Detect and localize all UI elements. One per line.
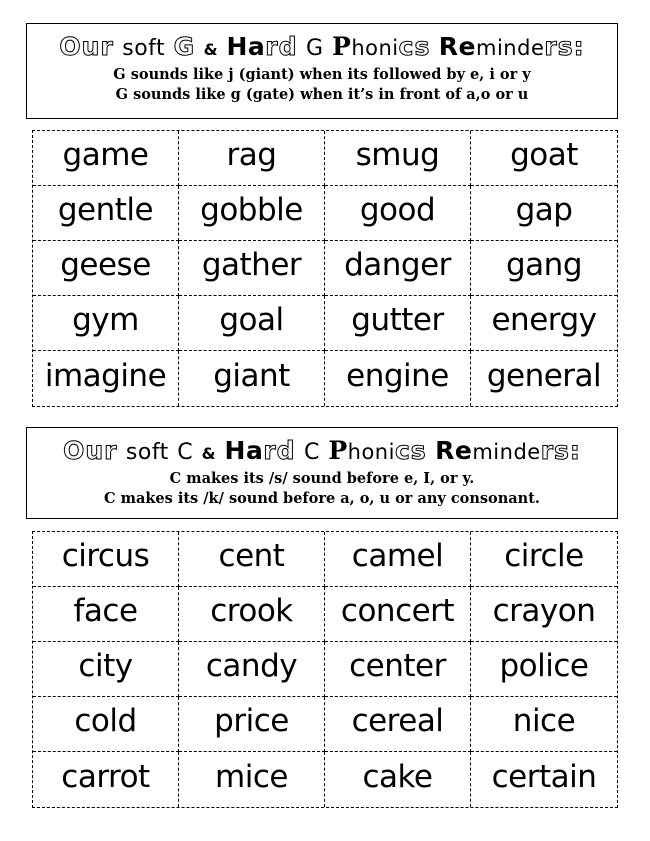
word-card: giant — [179, 351, 325, 406]
word-card: cake — [325, 752, 471, 807]
word-card: concert — [325, 587, 471, 642]
title-word-phonics-end: cs — [394, 436, 427, 465]
title-word-phonics-mid: honi — [351, 36, 399, 60]
title-letter-soft: C — [177, 440, 194, 465]
word-card: cereal — [325, 697, 471, 752]
title-word-phonics-p: P — [332, 32, 352, 61]
word-card: police — [471, 642, 617, 697]
soft-c-rule-2: C makes its /k/ sound before a, o, u or any consonant. — [104, 490, 540, 507]
title-word-phonics-end: cs — [398, 32, 431, 61]
word-card: candy — [179, 642, 325, 697]
soft-g-rule-1: G sounds like j (giant) when its followed by e, i or y — [113, 66, 531, 83]
title-word-hard-h: H — [224, 436, 246, 465]
word-card: gang — [471, 241, 617, 296]
word-card: city — [33, 642, 179, 697]
soft-g-title — [27, 32, 617, 65]
word-card: energy — [471, 296, 617, 351]
title-word-our: Our — [59, 32, 114, 61]
title-word-reminders-end: rs: — [544, 32, 585, 61]
title-word-reminders-r: R — [438, 32, 459, 61]
word-card: nice — [471, 697, 617, 752]
word-card: good — [325, 186, 471, 241]
g-word-grid — [32, 130, 618, 407]
title-word-hard-rd: rd — [265, 32, 298, 61]
word-card: circle — [471, 532, 617, 587]
word-card: price — [179, 697, 325, 752]
title-ampersand: & — [201, 444, 217, 463]
word-card: gutter — [325, 296, 471, 351]
word-card: cent — [179, 532, 325, 587]
title-word-reminders-mid: minde — [476, 36, 545, 60]
word-card: center — [325, 642, 471, 697]
soft-c-reminder-box — [26, 427, 618, 519]
word-card: carrot — [33, 752, 179, 807]
word-card: crayon — [471, 587, 617, 642]
title-word-phonics-mid: honi — [347, 440, 395, 464]
soft-c-title — [27, 436, 617, 469]
title-word-reminders-mid: minde — [472, 440, 541, 464]
word-card: face — [33, 587, 179, 642]
title-letter-hard: G — [305, 36, 324, 61]
word-card: gym — [33, 296, 179, 351]
title-word-hard-a: a — [245, 436, 264, 465]
word-card: game — [33, 131, 179, 186]
word-card: mice — [179, 752, 325, 807]
word-card: general — [486, 357, 602, 394]
word-card: circus — [33, 532, 179, 587]
soft-g-rule-2: G sounds like g (gate) when it’s in front of a,o or u — [115, 86, 529, 103]
title-word-hard-rd: rd — [263, 436, 296, 465]
title-word-our: Our — [63, 436, 118, 465]
word-card: danger — [325, 241, 471, 296]
word-card: crook — [179, 587, 325, 642]
title-word-soft: soft — [125, 440, 169, 465]
title-letter-hard: C — [304, 440, 320, 465]
word-card: goat — [471, 131, 617, 186]
title-word-reminders-e: e — [454, 436, 473, 465]
title-word-reminders-r: R — [435, 436, 455, 465]
title-word-soft: soft — [122, 36, 166, 61]
word-card: geese — [33, 241, 179, 296]
word-card: gobble — [179, 186, 325, 241]
title-letter-soft: G — [173, 32, 196, 61]
title-word-reminders-e: e — [458, 32, 477, 61]
title-word-phonics-p: P — [328, 436, 348, 465]
title-ampersand: & — [203, 40, 219, 59]
title-word-hard-h: H — [226, 32, 248, 61]
title-word-hard-a: a — [247, 32, 266, 61]
soft-c-rule-1: C makes its /s/ sound before e, I, or y. — [169, 470, 475, 487]
word-card: gather — [179, 241, 325, 296]
soft-g-reminder-box — [26, 23, 618, 119]
word-card: goal — [179, 296, 325, 351]
word-card: engine — [325, 351, 471, 406]
word-card: gentle — [33, 186, 179, 241]
word-card: camel — [325, 532, 471, 587]
word-card: gap — [471, 186, 617, 241]
c-word-grid — [32, 531, 618, 808]
word-card: cold — [33, 697, 179, 752]
word-card: certain — [491, 758, 597, 795]
word-card: imagine — [33, 351, 179, 406]
word-card: rag — [179, 131, 325, 186]
word-card: smug — [325, 131, 471, 186]
title-word-reminders-end: rs: — [540, 436, 581, 465]
